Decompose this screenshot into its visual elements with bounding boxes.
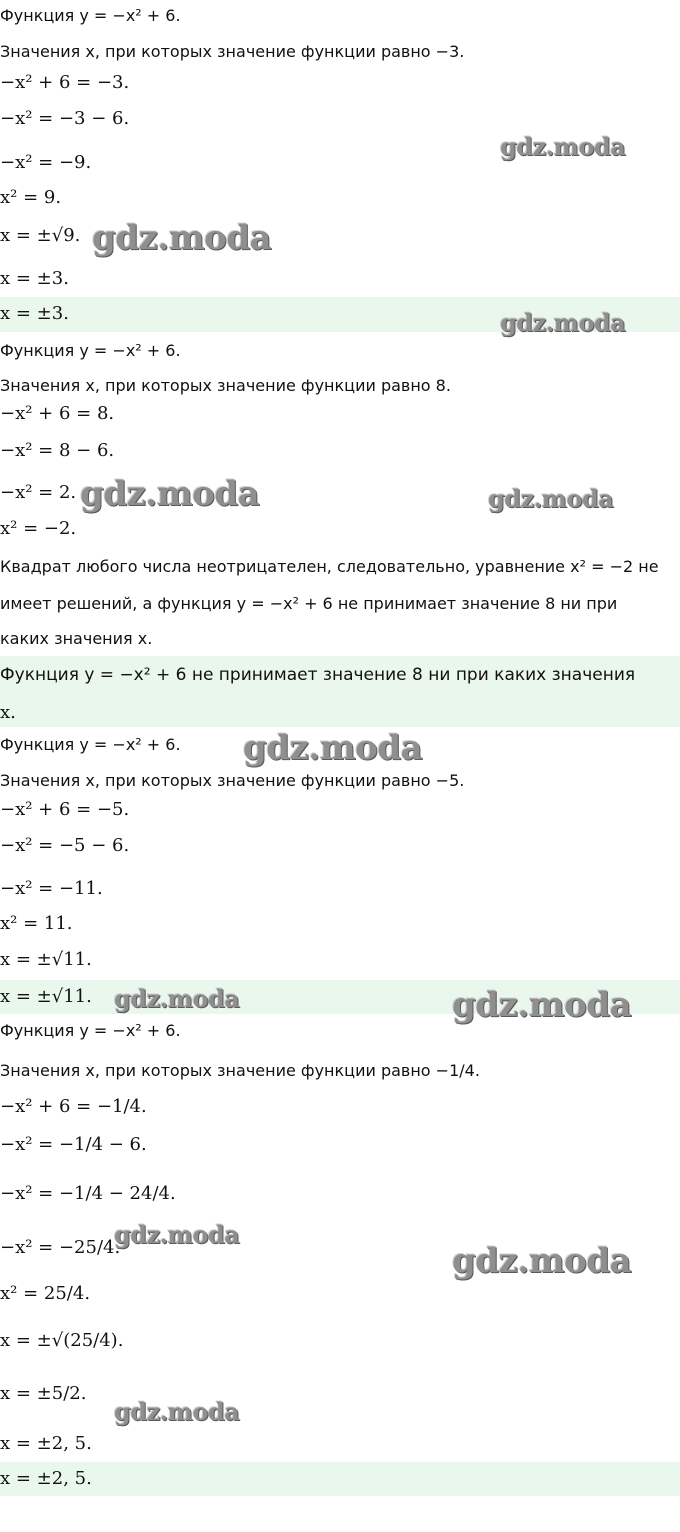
condition-line: Значения x, при которых значение функции равно −3. xyxy=(0,42,465,61)
step-line: x = ±2, 5. xyxy=(0,1433,92,1454)
explanation-line: Квадрат любого числа неотрицателен, следовательно, уравнение x² = −2 не xyxy=(0,557,659,576)
watermark: gdz.moda xyxy=(80,474,260,514)
watermark: gdz.moda xyxy=(500,308,626,337)
condition-line: Значения x, при которых значение функции равно 8. xyxy=(0,376,451,395)
answer-line: x = ±3. xyxy=(0,303,69,324)
step-line: x = ±√11. xyxy=(0,949,92,970)
step-line: −x² = −11. xyxy=(0,878,103,899)
step-line: −x² = 8 − 6. xyxy=(0,440,115,461)
watermark: gdz.moda xyxy=(92,218,272,258)
function-line: Функция y = −x² + 6. xyxy=(0,735,181,754)
watermark: gdz.moda xyxy=(500,132,626,161)
condition-line: Значения x, при которых значение функции равно −1/4. xyxy=(0,1061,480,1080)
step-line: −x² = −1/4 − 24/4. xyxy=(0,1183,176,1204)
step-line: −x² = −3 − 6. xyxy=(0,108,130,129)
step-line: −x² = −1/4 − 6. xyxy=(0,1134,147,1155)
function-line: Функция y = −x² + 6. xyxy=(0,341,181,360)
step-line: −x² = −9. xyxy=(0,152,92,173)
answer-line: Фукнция y = −x² + 6 не принимает значение 8 ни при каких значения xyxy=(0,665,636,685)
step-line: x = ±√9. xyxy=(0,225,81,246)
answer-line: x. xyxy=(0,702,16,723)
step-line: x² = −2. xyxy=(0,518,77,539)
answer-highlight xyxy=(0,1462,680,1496)
answer-line: x = ±2, 5. xyxy=(0,1468,92,1489)
function-line: Функция y = −x² + 6. xyxy=(0,6,181,25)
step-line: x² = 9. xyxy=(0,187,62,208)
watermark: gdz.moda xyxy=(488,484,614,513)
watermark: gdz.moda xyxy=(114,1397,240,1426)
watermark: gdz.moda xyxy=(114,984,240,1013)
step-line: x = ±√(25/4). xyxy=(0,1330,124,1351)
step-line: −x² + 6 = −5. xyxy=(0,799,130,820)
watermark: gdz.moda xyxy=(243,728,423,768)
step-line: −x² = 2. xyxy=(0,482,77,503)
watermark: gdz.moda xyxy=(452,985,632,1025)
step-line: −x² + 6 = 8. xyxy=(0,403,115,424)
condition-line: Значения x, при которых значение функции равно −5. xyxy=(0,771,465,790)
step-line: −x² + 6 = −3. xyxy=(0,72,130,93)
step-line: −x² = −5 − 6. xyxy=(0,835,130,856)
step-line: x = ±3. xyxy=(0,268,69,289)
answer-line: x = ±√11. xyxy=(0,986,92,1007)
step-line: x² = 25/4. xyxy=(0,1283,91,1304)
function-line: Функция y = −x² + 6. xyxy=(0,1021,181,1040)
watermark: gdz.moda xyxy=(114,1220,240,1249)
step-line: x = ±5/2. xyxy=(0,1383,87,1404)
step-line: x² = 11. xyxy=(0,913,73,934)
explanation-line: каких значения x. xyxy=(0,629,153,648)
step-line: −x² = −25/4. xyxy=(0,1237,121,1258)
explanation-line: имеет решений, а функция y = −x² + 6 не принимает значение 8 ни при xyxy=(0,594,618,613)
watermark: gdz.moda xyxy=(452,1241,632,1281)
step-line: −x² + 6 = −1/4. xyxy=(0,1096,147,1117)
